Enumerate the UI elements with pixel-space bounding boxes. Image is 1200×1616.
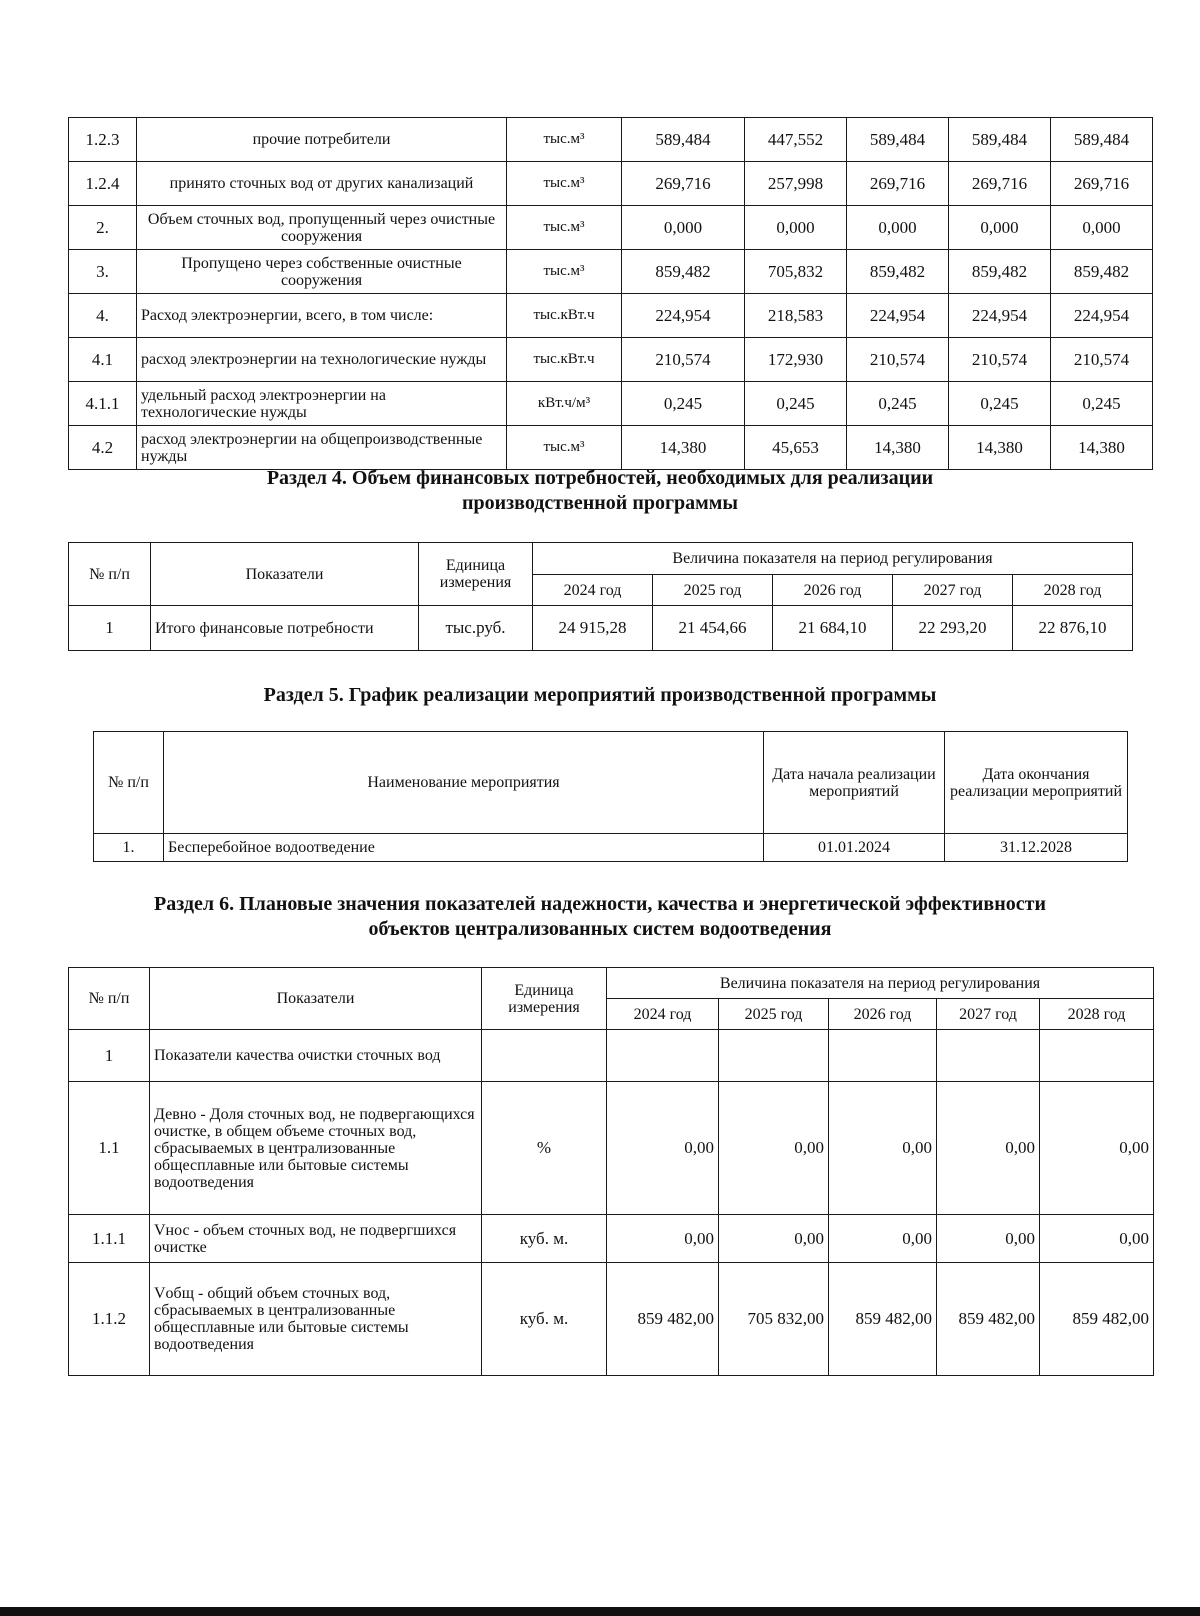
- row-value: 24 915,28: [533, 606, 653, 651]
- row-value: 269,716: [622, 162, 745, 206]
- row-num: 3.: [69, 250, 137, 294]
- row-name: расход электроэнергии на технологические нужды: [137, 338, 507, 382]
- row-value: 224,954: [847, 294, 949, 338]
- row-value: 859,482: [622, 250, 745, 294]
- row-value: 218,583: [745, 294, 847, 338]
- row-value: 210,574: [1051, 338, 1153, 382]
- row-value: 269,716: [847, 162, 949, 206]
- row-value: 0,00: [937, 1082, 1040, 1215]
- row-value: 224,954: [1051, 294, 1153, 338]
- table-row: [69, 162, 1153, 206]
- row-unit: тыс.м³: [507, 426, 622, 470]
- row-value: 21 684,10: [773, 606, 893, 651]
- row-unit: тыс.кВт.ч: [507, 294, 622, 338]
- row-name: Объем сточных вод, пропущенный через очистные сооружения: [137, 206, 507, 250]
- header-period: Величина показателя на период регулирования: [533, 543, 1133, 575]
- row-name: принято сточных вод от других канализаций: [137, 162, 507, 206]
- row-value: 269,716: [1051, 162, 1153, 206]
- row-num: 1.1: [69, 1082, 150, 1215]
- section4-title-line1: Раздел 4. Объем финансовых потребностей, необходимых для реализации: [266, 467, 934, 489]
- header-num: № п/п: [69, 543, 151, 606]
- row-name: Пропущено через собственные очистные сооружения: [137, 250, 507, 294]
- row-value: 0,00: [829, 1215, 937, 1263]
- table-row: [69, 1263, 1154, 1376]
- row-value: 0,245: [745, 382, 847, 426]
- header-year: 2026 год: [829, 999, 937, 1030]
- header-year: 2028 год: [1013, 575, 1133, 606]
- row-unit: тыс.м³: [507, 162, 622, 206]
- row-value: 0,00: [1040, 1082, 1154, 1215]
- row-value: 859 482,00: [829, 1263, 937, 1376]
- row-value: 859,482: [949, 250, 1051, 294]
- table-row: [94, 834, 1128, 862]
- row-value: 45,653: [745, 426, 847, 470]
- row-num: 4.1.1: [69, 382, 137, 426]
- row-value: 172,930: [745, 338, 847, 382]
- header-year: 2025 год: [653, 575, 773, 606]
- header-name: Показатели: [150, 968, 482, 1030]
- row-value: 589,484: [847, 118, 949, 162]
- row-unit: тыс.м³: [507, 118, 622, 162]
- row-start: 01.01.2024: [764, 834, 945, 862]
- row-value: 0,245: [847, 382, 949, 426]
- row-value: 14,380: [622, 426, 745, 470]
- row-unit: куб. м.: [482, 1263, 607, 1376]
- header-year: 2027 год: [893, 575, 1013, 606]
- volume-table: [68, 117, 1153, 470]
- header-year: 2024 год: [533, 575, 653, 606]
- row-value: 859 482,00: [607, 1263, 719, 1376]
- table-row: [69, 382, 1153, 426]
- scan-edge: [0, 1607, 1200, 1616]
- row-value: 447,552: [745, 118, 847, 162]
- row-num: 1: [69, 606, 151, 651]
- volume-table-body: [69, 118, 1153, 470]
- row-value: 0,000: [1051, 206, 1153, 250]
- row-name: расход электроэнергии на общепроизводственные нужды: [137, 426, 507, 470]
- section6-title-line2: объектов централизованных систем водоотведения: [368, 918, 832, 940]
- section4-title: [0, 466, 1200, 516]
- row-unit: %: [482, 1082, 607, 1215]
- table-row: [69, 118, 1153, 162]
- row-value: 224,954: [949, 294, 1051, 338]
- indicators-table-body: [69, 1030, 1154, 1376]
- row-num: 4.: [69, 294, 137, 338]
- row-num: 4.1: [69, 338, 137, 382]
- table-row: [69, 294, 1153, 338]
- row-value: 0,00: [1040, 1215, 1154, 1263]
- row-value: [607, 1030, 719, 1082]
- row-value: 0,245: [622, 382, 745, 426]
- row-value: 0,00: [607, 1215, 719, 1263]
- row-name: удельный расход электроэнергии на технологические нужды: [137, 382, 507, 426]
- section4-title-line2: производственной программы: [461, 492, 739, 514]
- row-value: 210,574: [949, 338, 1051, 382]
- schedule-table: [93, 731, 1128, 862]
- row-num: 1.1.1: [69, 1215, 150, 1263]
- row-value: 589,484: [949, 118, 1051, 162]
- header-num: № п/п: [94, 732, 164, 834]
- row-unit: [482, 1030, 607, 1082]
- row-num: 2.: [69, 206, 137, 250]
- row-value: 0,245: [949, 382, 1051, 426]
- header-end: Дата окончания реализации мероприятий: [945, 732, 1128, 834]
- header-start: Дата начала реализации мероприятий: [764, 732, 945, 834]
- row-value: 0,00: [607, 1082, 719, 1215]
- row-num: 1: [69, 1030, 150, 1082]
- row-name: Vобщ - общий объем сточных вод, сбрасываемых в централизованные общесплавные или бытовые системы водоотведения: [150, 1263, 482, 1376]
- row-value: 859 482,00: [1040, 1263, 1154, 1376]
- row-value: 0,245: [1051, 382, 1153, 426]
- row-value: 22 293,20: [893, 606, 1013, 651]
- header-year: 2024 год: [607, 999, 719, 1030]
- table-row: [69, 426, 1153, 470]
- row-value: [829, 1030, 937, 1082]
- row-name: Vнос - объем сточных вод, не подвергшихся очистке: [150, 1215, 482, 1263]
- row-unit: тыс.м³: [507, 250, 622, 294]
- row-name: Показатели качества очистки сточных вод: [150, 1030, 482, 1082]
- header-unit: Единица измерения: [419, 543, 533, 606]
- row-value: 257,998: [745, 162, 847, 206]
- row-value: 0,00: [829, 1082, 937, 1215]
- row-name: прочие потребители: [137, 118, 507, 162]
- row-value: 589,484: [622, 118, 745, 162]
- row-name: Девно - Доля сточных вод, не подвергающихся очистке, в общем объеме сточных вод, сбрасываемых в централизованные общесплавные или бытовые системы водоотведения: [150, 1082, 482, 1215]
- row-value: 210,574: [847, 338, 949, 382]
- row-value: 14,380: [1051, 426, 1153, 470]
- row-value: 0,00: [719, 1082, 829, 1215]
- row-value: 0,000: [745, 206, 847, 250]
- table-row: [69, 338, 1153, 382]
- header-num: № п/п: [69, 968, 150, 1030]
- row-value: [937, 1030, 1040, 1082]
- section6-title-line1: Раздел 6. Плановые значения показателей надежности, качества и энергетической эффективности: [154, 893, 1046, 915]
- row-num: 4.2: [69, 426, 137, 470]
- row-value: 705 832,00: [719, 1263, 829, 1376]
- row-num: 1.: [94, 834, 164, 862]
- table-row: [69, 606, 1133, 651]
- table-row: [69, 1215, 1154, 1263]
- row-end: 31.12.2028: [945, 834, 1128, 862]
- row-value: 14,380: [949, 426, 1051, 470]
- row-value: 589,484: [1051, 118, 1153, 162]
- row-name: Расход электроэнергии, всего, в том числе:: [137, 294, 507, 338]
- table-row: [69, 250, 1153, 294]
- row-value: 0,000: [949, 206, 1051, 250]
- header-period: Величина показателя на период регулирования: [607, 968, 1154, 999]
- row-value: [719, 1030, 829, 1082]
- row-value: [1040, 1030, 1154, 1082]
- row-value: 0,00: [937, 1215, 1040, 1263]
- section5-title: Раздел 5. График реализации мероприятий производственной программы: [263, 684, 937, 706]
- row-value: 0,00: [719, 1215, 829, 1263]
- table-row: [69, 1082, 1154, 1215]
- row-value: 22 876,10: [1013, 606, 1133, 651]
- row-name: Бесперебойное водоотведение: [164, 834, 764, 862]
- table-row: [69, 206, 1153, 250]
- row-num: 1.2.4: [69, 162, 137, 206]
- header-year: 2028 год: [1040, 999, 1154, 1030]
- row-unit: тыс.кВт.ч: [507, 338, 622, 382]
- row-name: Итого финансовые потребности: [151, 606, 419, 651]
- header-unit: Единица измерения: [482, 968, 607, 1030]
- row-unit: куб. м.: [482, 1215, 607, 1263]
- row-value: 21 454,66: [653, 606, 773, 651]
- row-value: 859 482,00: [937, 1263, 1040, 1376]
- indicators-table: [68, 967, 1154, 1376]
- row-unit: тыс.руб.: [419, 606, 533, 651]
- row-value: 210,574: [622, 338, 745, 382]
- header-name: Наименование мероприятия: [164, 732, 764, 834]
- header-year: 2026 год: [773, 575, 893, 606]
- row-unit: кВт.ч/м³: [507, 382, 622, 426]
- header-name: Показатели: [151, 543, 419, 606]
- row-value: 0,000: [847, 206, 949, 250]
- row-value: 224,954: [622, 294, 745, 338]
- row-value: 705,832: [745, 250, 847, 294]
- row-num: 1.1.2: [69, 1263, 150, 1376]
- row-value: 14,380: [847, 426, 949, 470]
- row-value: 859,482: [1051, 250, 1153, 294]
- table-row: [69, 1030, 1154, 1082]
- header-year: 2025 год: [719, 999, 829, 1030]
- row-value: 269,716: [949, 162, 1051, 206]
- row-num: 1.2.3: [69, 118, 137, 162]
- row-unit: тыс.м³: [507, 206, 622, 250]
- header-year: 2027 год: [937, 999, 1040, 1030]
- row-value: 859,482: [847, 250, 949, 294]
- finance-table: [68, 542, 1133, 651]
- section6-title: [0, 892, 1200, 942]
- row-value: 0,000: [622, 206, 745, 250]
